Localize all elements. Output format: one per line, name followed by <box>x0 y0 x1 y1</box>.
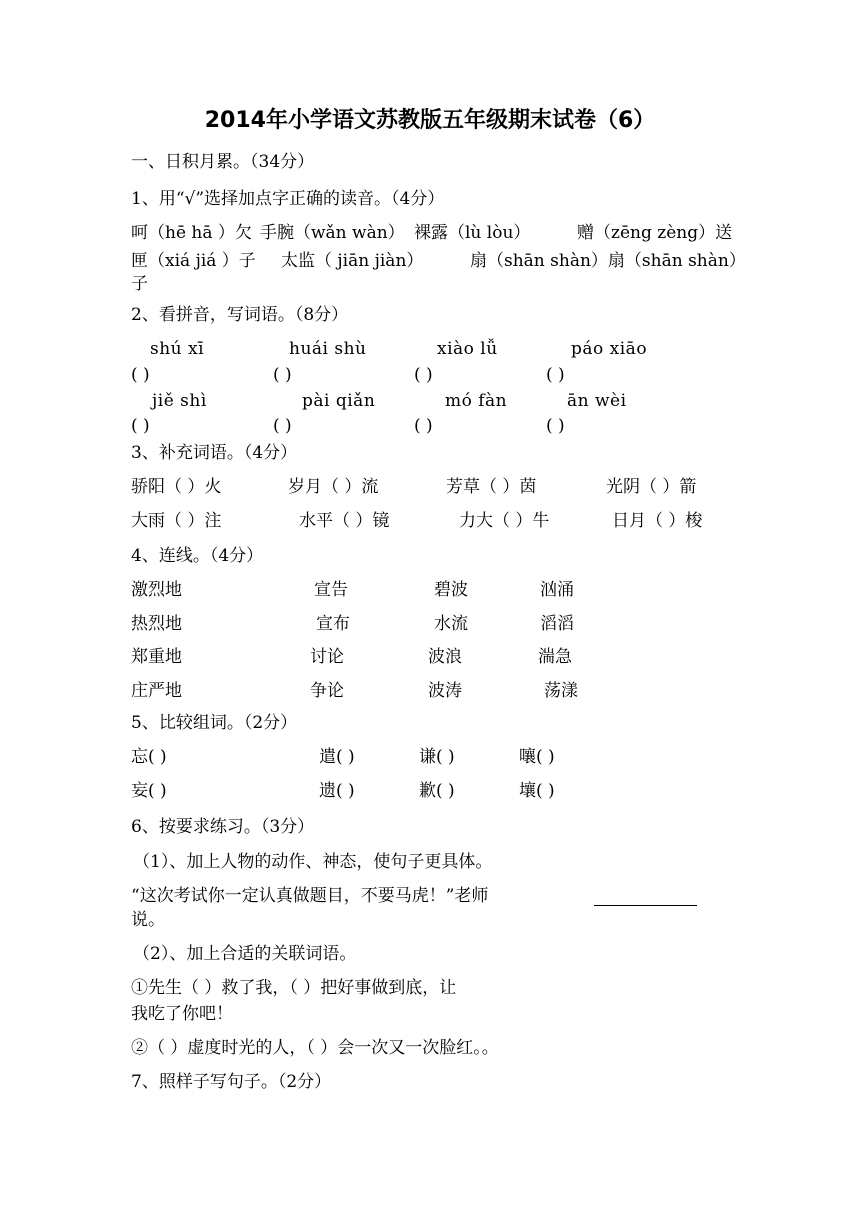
compare-item: 妄( ) <box>131 781 167 801</box>
compare-item: 嚷( ) <box>519 747 555 767</box>
sub-question: （1）、加上人物的动作、神态，使句子更具体。 <box>133 852 493 872</box>
match-word[interactable]: 湍急 <box>538 647 572 667</box>
answer-blank[interactable]: ( ) <box>131 416 150 436</box>
idiom-item: 芳草（ ）茵 <box>446 477 537 497</box>
match-word[interactable]: 荡漾 <box>544 681 578 701</box>
q1-item: 赠（zēng zèng）送 <box>577 223 733 243</box>
question-3-heading: 3、补充词语。（4分） <box>131 443 298 463</box>
answer-blank[interactable]: ( ) <box>546 365 565 385</box>
match-word[interactable]: 碧波 <box>434 580 468 600</box>
q1-item: 扇（shān shàn）扇（shān shàn） <box>470 251 746 271</box>
sub-question: （2）、加上合适的关联词语。 <box>133 944 357 964</box>
pinyin: xiào lǚ <box>437 339 498 359</box>
pinyin: jiě shì <box>152 391 207 411</box>
compare-item: 歉( ) <box>419 781 455 801</box>
section-heading: 一、日积月累。（34分） <box>131 152 315 172</box>
sentence-text: “这次考试你一定认真做题目，不要马虎！”老师 <box>131 886 489 906</box>
q1-item: 裸露（lù lòu） <box>414 223 531 243</box>
answer-underline[interactable] <box>594 905 697 906</box>
pinyin: shú xī <box>150 339 205 359</box>
question-6-heading: 6、按要求练习。（3分） <box>131 817 315 837</box>
idiom-item: 日月（ ）梭 <box>612 511 703 531</box>
idiom-item: 力大（ ）牛 <box>459 511 550 531</box>
answer-blank[interactable]: ( ) <box>273 365 292 385</box>
match-word[interactable]: 汹涌 <box>540 580 574 600</box>
conjunction-item-wrap: 我吃了你吧！ <box>131 1004 233 1024</box>
pinyin: páo xiāo <box>571 339 648 359</box>
question-2-heading: 2、看拼音，写词语。（8分） <box>131 305 349 325</box>
pinyin: mó fàn <box>445 391 508 411</box>
idiom-item: 骄阳（ ）火 <box>131 477 222 497</box>
conjunction-item: ②（ ）虚度时光的人，（ ）会一次又一次脸红。。 <box>131 1038 499 1058</box>
question-5-heading: 5、比较组词。（2分） <box>131 713 298 733</box>
q1-item: 手腕（wǎn wàn） <box>260 223 405 243</box>
q1-item: 匣（xiá jiá ）子 <box>131 251 256 271</box>
q1-item: 太监（ jiān jiàn） <box>281 251 424 271</box>
idiom-item: 大雨（ ）注 <box>131 511 222 531</box>
conjunction-item: ①先生（ ）救了我，（ ）把好事做到底，让 <box>131 978 457 998</box>
answer-blank[interactable]: ( ) <box>414 365 433 385</box>
match-word[interactable]: 郑重地 <box>131 647 182 667</box>
compare-item: 壤( ) <box>519 781 555 801</box>
answer-blank[interactable]: ( ) <box>414 416 433 436</box>
pinyin: pài qiǎn <box>302 391 376 411</box>
q1-wrap: 子 <box>131 274 148 294</box>
compare-item: 遣( ) <box>319 747 355 767</box>
match-word[interactable]: 宣布 <box>316 614 350 634</box>
answer-blank[interactable]: ( ) <box>131 365 150 385</box>
pinyin: huái shù <box>289 339 367 359</box>
compare-item: 忘( ) <box>131 747 167 767</box>
idiom-item: 光阴（ ）箭 <box>606 477 697 497</box>
sentence-wrap: 说。 <box>131 910 165 930</box>
answer-blank[interactable]: ( ) <box>546 416 565 436</box>
match-word[interactable]: 庄严地 <box>131 681 182 701</box>
match-word[interactable]: 讨论 <box>310 647 344 667</box>
pinyin: ān wèi <box>567 391 627 411</box>
match-word[interactable]: 波涛 <box>428 681 462 701</box>
idiom-item: 水平（ ）镜 <box>299 511 390 531</box>
question-7-heading: 7、照样子写句子。（2分） <box>131 1072 332 1092</box>
q1-item: 呵（hē hā ）欠 <box>131 223 252 243</box>
match-word[interactable]: 热烈地 <box>131 614 182 634</box>
compare-item: 遗( ) <box>319 781 355 801</box>
match-word[interactable]: 波浪 <box>428 647 462 667</box>
answer-blank[interactable]: ( ) <box>273 416 292 436</box>
match-word[interactable]: 争论 <box>310 681 344 701</box>
compare-item: 谦( ) <box>419 747 455 767</box>
question-1-heading: 1、用“√”选择加点字正确的读音。（4分） <box>131 189 445 209</box>
match-word[interactable]: 激烈地 <box>131 580 182 600</box>
match-word[interactable]: 滔滔 <box>540 614 574 634</box>
page-title: 2014年小学语文苏教版五年级期末试卷（6） <box>204 108 656 133</box>
idiom-item: 岁月（ ）流 <box>288 477 379 497</box>
match-word[interactable]: 水流 <box>434 614 468 634</box>
question-4-heading: 4、连线。（4分） <box>131 546 264 566</box>
match-word[interactable]: 宣告 <box>314 580 348 600</box>
